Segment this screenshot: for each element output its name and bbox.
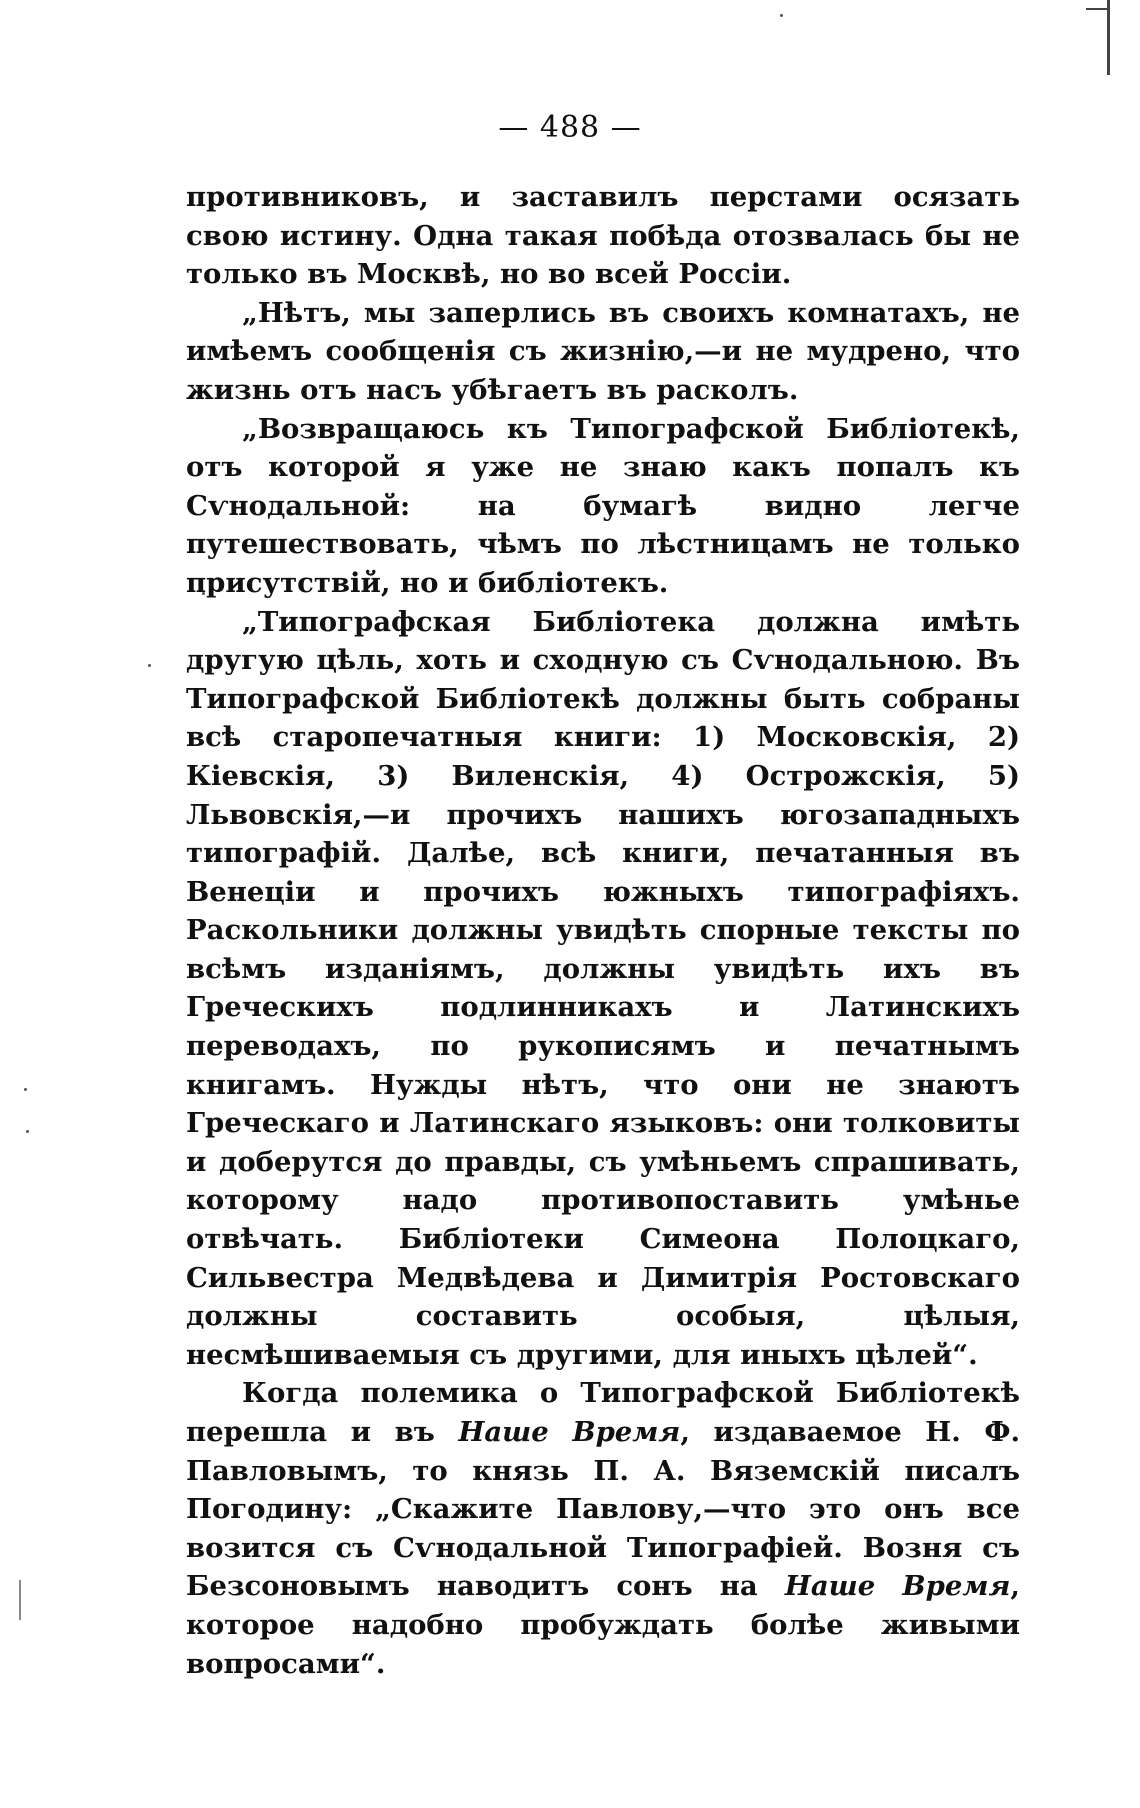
text-run: Когда полемика о Типографской Библіотекѣ перешла и въ (186, 1377, 1020, 1448)
page-number: — 488 — (498, 110, 642, 145)
scan-dot (148, 664, 151, 667)
scan-dot (780, 14, 783, 17)
scan-dot (24, 1088, 27, 1091)
body-text (186, 178, 1020, 1683)
paragraph-last (186, 1374, 1020, 1683)
paragraph: „Типографская Библіотека должна имѣть другую цѣль, хоть и сходную съ Сѵнодальною. Въ Типографской Библіотекѣ должны быть собраны всѣ старопечатныя книги: 1) Московскія, 2) Кіевскія, 3) Виленскія, 4) Острожскія, 5) Львовскія,—и прочихъ нашихъ югозападныхъ типографій. Далѣе, всѣ книги, печатанныя въ Венеціи и прочихъ южныхъ типографіяхъ. Раскольники должны увидѣть спорные тексты по всѣмъ изданіямъ, должны увидѣть ихъ въ Греческихъ подлинникахъ и Латинскихъ переводахъ, по рукописямъ и печатнымъ книгамъ. Нужды нѣтъ, что они не знаютъ Греческаго и Латинскаго языковъ: они толковиты и доберутся до правды, съ умѣньемъ спрашивать, которому надо противопоставить умѣнье отвѣчать. Библіотеки Симеона Полоцкаго, Сильвестра Медвѣдева и Димитрія Ростовскаго должны составить особыя, цѣлыя, несмѣшиваемыя съ другими, для иныхъ цѣлей“. (186, 605, 1020, 1371)
paragraph: „Возвращаюсь къ Типографской Библіотекѣ, отъ которой я уже не знаю какъ попалъ къ Сѵнодальной: на бумагѣ видно легче путешествовать, чѣмъ по лѣстницамъ не только присутствій, но и библіотекъ. (186, 412, 1020, 599)
paragraph: „Нѣтъ, мы заперлись въ своихъ комнатахъ, не имѣемъ сообщенія съ жизнію,—и не мудрено, что жизнь отъ насъ убѣгаетъ въ расколъ. (186, 296, 1020, 406)
italic-title: Наше Время (784, 1570, 1011, 1603)
scan-edge-line (1107, 0, 1110, 75)
text-run: , издаваемое Н. Ф. Павловымъ, то князь П. А. Вяземскій писалъ Погодину: „Скажите Павлову,—что это онъ все возится съ Сѵнодальной Типографіей. Возня съ Безсоновымъ наводитъ сонъ на (186, 1416, 1021, 1603)
paragraph: противниковъ, и заставилъ перстами осязать свою истину. Одна такая побѣда отозвалась бы не только въ Москвѣ, но во всей Россіи. (186, 181, 1020, 291)
scan-edge-mark (19, 1580, 21, 1620)
text-run: , которое надобно пробуждать болѣе живыми вопросами“. (186, 1570, 1020, 1680)
scan-edge-tick (1086, 8, 1108, 10)
italic-title: Наше Время (458, 1416, 681, 1448)
scan-dot (26, 1130, 29, 1133)
